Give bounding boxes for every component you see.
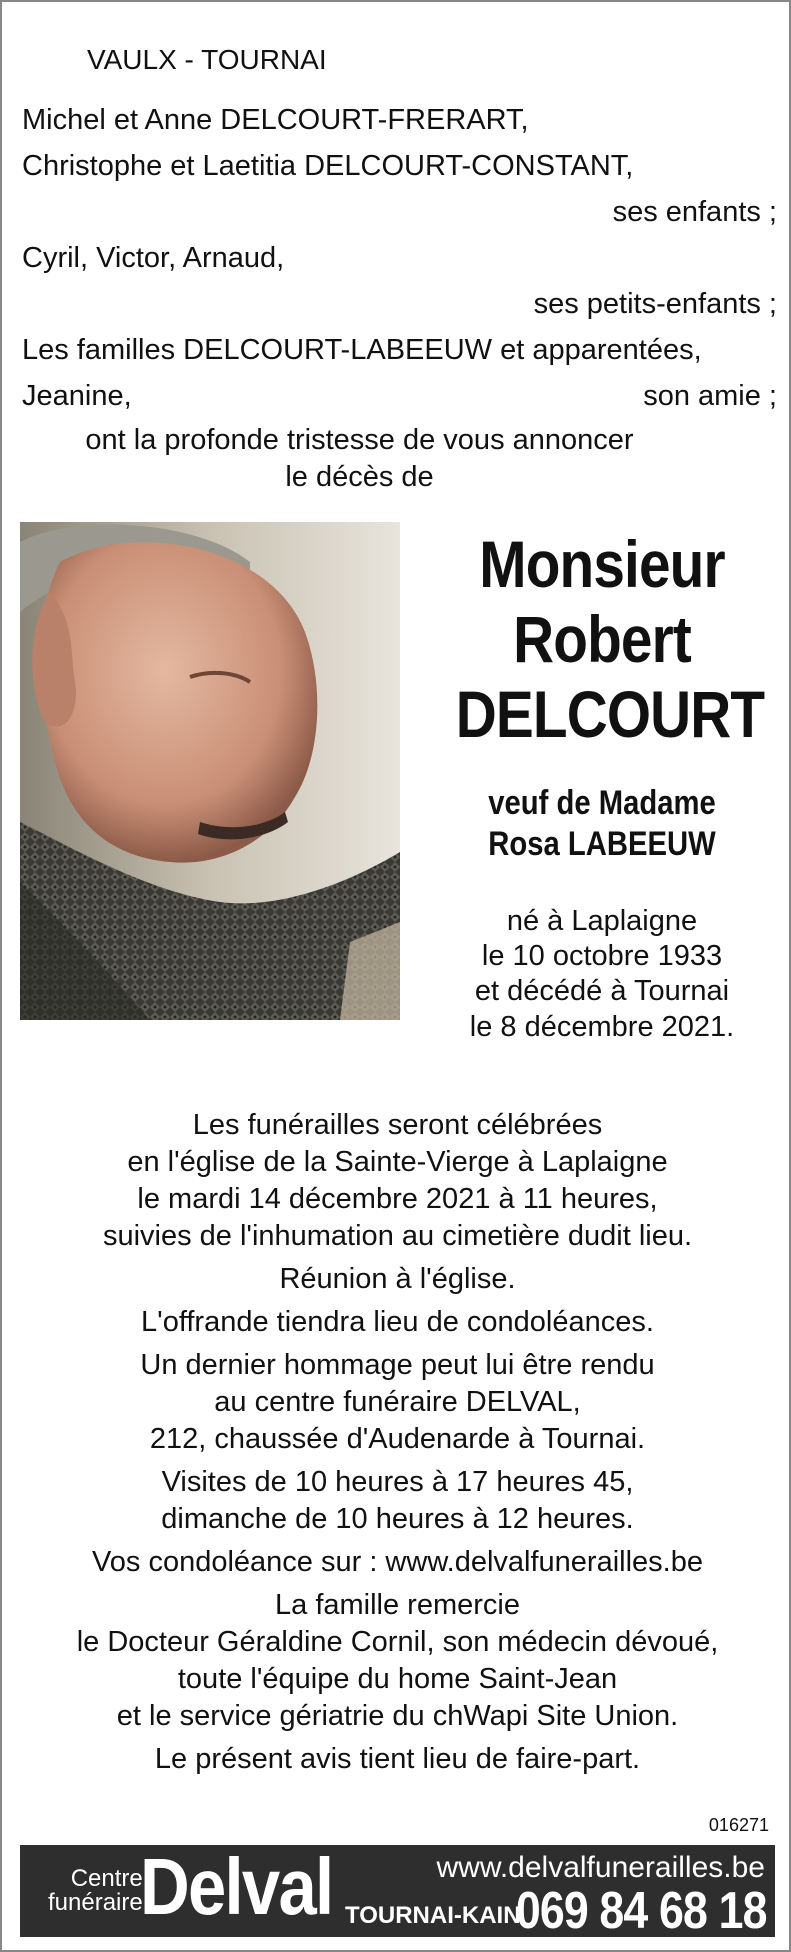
- thanks-line-2: le Docteur Géraldine Cornil, son médecin dévoué,: [76, 1626, 719, 1658]
- friend-row: [22, 378, 777, 424]
- deceased-name-block: [432, 527, 772, 1045]
- funeral-info: [2, 1107, 791, 1255]
- birth-line-1: né à Laplaigne: [506, 904, 698, 937]
- funeral-line-4: suivies de l'inhumation au cimetière dudit lieu.: [102, 1220, 693, 1252]
- centre-line-2: funéraire: [48, 1889, 143, 1916]
- offering-info: [2, 1304, 791, 1341]
- condolences-line: Vos condoléance sur : www.delvalfunerailles.be: [92, 1546, 703, 1578]
- birth-death-info: [432, 904, 772, 1046]
- family-line-3: Cyril, Victor, Arnaud,: [22, 242, 285, 274]
- footer-url: www.delvalfunerailles.be: [436, 1851, 765, 1884]
- homage-line-1: Un dernier hommage peut lui être rendu: [140, 1349, 655, 1381]
- reunion-line: Réunion à l'église.: [279, 1263, 516, 1295]
- footer-phone: 069 84 68 18: [516, 1882, 767, 1940]
- friend-name: Jeanine,: [22, 380, 132, 412]
- deceased-photo: [20, 522, 400, 1020]
- family-line-4: Les familles DELCOURT-LABEEUW et apparentées,: [22, 334, 702, 366]
- notice-info: [2, 1741, 791, 1778]
- reference-number: 016271: [708, 1815, 769, 1835]
- brand-logo: Delval: [140, 1842, 333, 1931]
- thanks-line-1: La famille remercie: [275, 1589, 520, 1621]
- announcement: [2, 422, 717, 496]
- visits-line-1: Visites de 10 heures à 17 heures 45,: [161, 1466, 634, 1498]
- notice-line: Le présent avis tient lieu de faire-part.: [154, 1743, 641, 1775]
- friend-label: son amie ;: [643, 380, 777, 412]
- centre-line-1: Centre: [70, 1865, 143, 1892]
- family-line-2: Christophe et Laetitia DELCOURT-CONSTANT,: [22, 150, 634, 182]
- widow-line-1: veuf de Madame: [488, 783, 716, 822]
- widow-of: [456, 783, 748, 866]
- visits-line-2: dimanche de 10 heures à 12 heures.: [161, 1503, 634, 1535]
- family-list: [22, 102, 777, 424]
- condolences-info: [2, 1544, 791, 1581]
- footer-location: TOURNAI-KAIN: [345, 1902, 521, 1929]
- announcement-line-1: ont la profonde tristesse de vous annoncer: [85, 424, 634, 456]
- widow-line-2: Rosa LABEEUW: [488, 825, 716, 864]
- deceased-title: Monsieur: [479, 527, 725, 601]
- funeral-line-1: Les funérailles seront célébrées: [192, 1109, 603, 1141]
- centre-funeraire-label: [48, 1867, 143, 1915]
- offering-line: L'offrande tiendra lieu de condoléances.: [141, 1306, 654, 1338]
- funeral-home-banner: [20, 1842, 775, 1940]
- funeral-line-3: le mardi 14 décembre 2021 à 11 heures,: [137, 1183, 658, 1215]
- details-section: [2, 1107, 791, 1784]
- children-label: ses enfants ;: [612, 196, 777, 228]
- death-line-2: le 8 décembre 2021.: [469, 1010, 735, 1043]
- grandchildren-label: ses petits-enfants ;: [533, 288, 777, 320]
- announcement-line-2: le décès de: [285, 461, 434, 493]
- homage-info: [2, 1347, 791, 1458]
- homage-line-3: 212, chaussée d'Audenarde à Tournai.: [149, 1423, 646, 1455]
- homage-line-2: au centre funéraire DELVAL,: [214, 1386, 581, 1418]
- reunion-info: [2, 1261, 791, 1298]
- visits-info: [2, 1464, 791, 1538]
- family-line-1: Michel et Anne DELCOURT-FRERART,: [22, 104, 529, 136]
- thanks-info: [2, 1587, 791, 1735]
- funeral-line-2: en l'église de la Sainte-Vierge à Laplaigne: [127, 1146, 668, 1178]
- deceased-first-name: Robert: [513, 602, 691, 677]
- location-header: VAULX - TOURNAI: [87, 44, 327, 75]
- thanks-line-3: toute l'équipe du home Saint-Jean: [177, 1663, 618, 1695]
- thanks-line-4: et le service gériatrie du chWapi Site Union.: [116, 1700, 679, 1732]
- birth-line-2: le 10 octobre 1933: [481, 940, 723, 973]
- deceased-last-name: DELCOURT: [455, 677, 765, 752]
- death-line-1: et décédé à Tournai: [474, 975, 730, 1008]
